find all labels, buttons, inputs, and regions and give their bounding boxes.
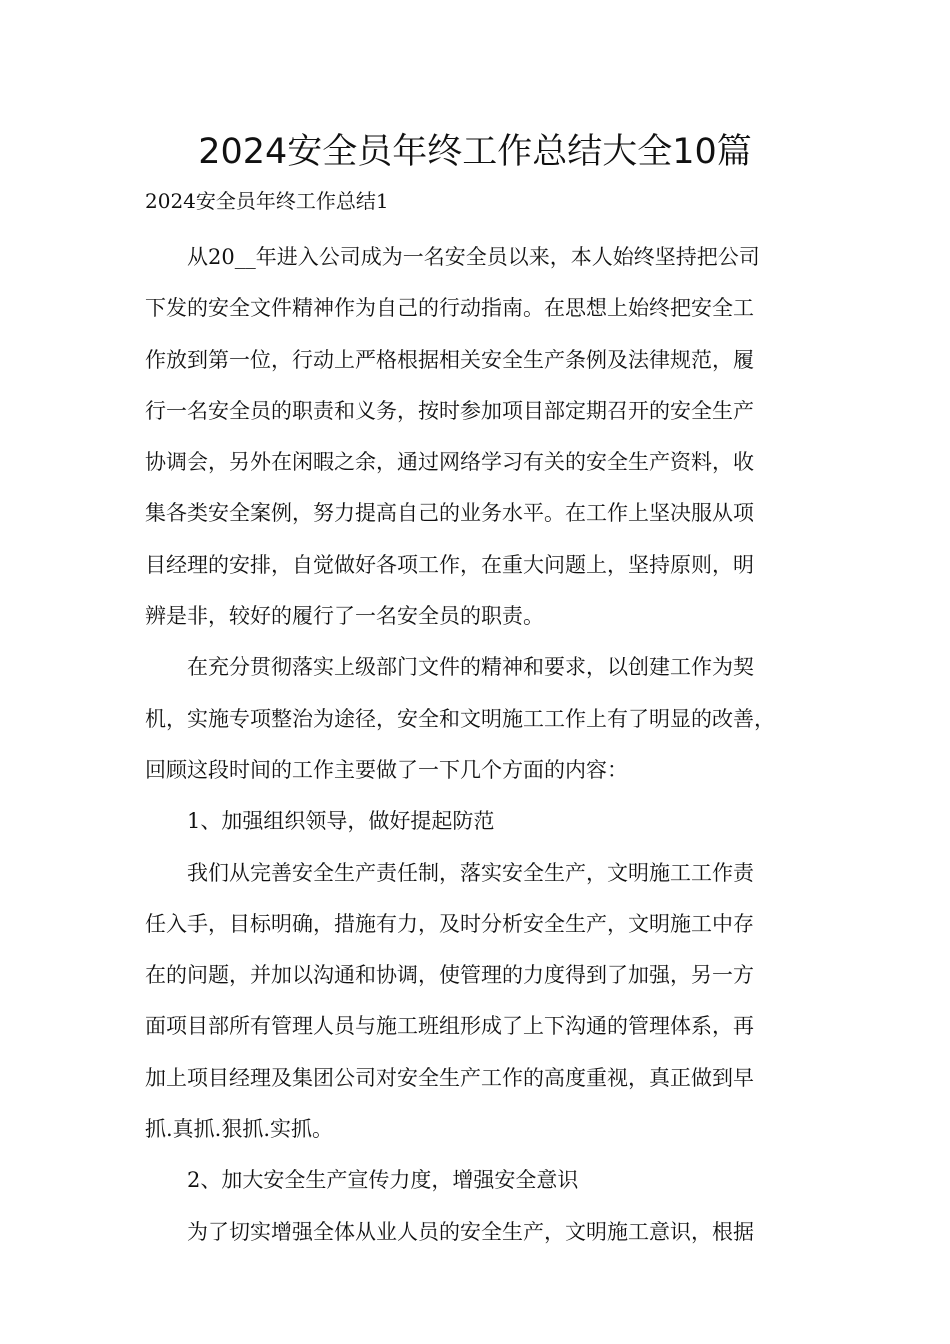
paragraph-line: 我们从完善安全生产责任制，落实安全生产，文明施工工作责 <box>187 860 754 885</box>
document-title: 2024安全员年终工作总结大全10篇 <box>198 132 752 172</box>
paragraph-line: 抓.真抓.狠抓.实抓。 <box>145 1117 334 1142</box>
body-paragraph <box>145 796 810 847</box>
paragraph-line: 在的问题，并加以沟通和协调，使管理的力度得到了加强，另一方 <box>145 963 754 988</box>
body-paragraph <box>145 1207 810 1258</box>
paragraph-line: 2、加大安全生产宣传力度，增强安全意识 <box>187 1168 579 1193</box>
paragraph-line: 面项目部所有管理人员与施工班组形成了上下沟通的管理体系，再 <box>145 1014 754 1039</box>
paragraph-line: 行一名安全员的职责和义务，按时参加项目部定期召开的安全生产 <box>145 398 754 423</box>
paragraph-line: 下发的安全文件精神作为自己的行动指南。在思想上始终把安全工 <box>145 296 754 321</box>
section-heading: 2024安全员年终工作总结1 <box>145 189 389 213</box>
body-paragraph <box>145 642 810 796</box>
body-paragraph <box>145 848 810 1156</box>
document-body <box>145 232 810 1258</box>
paragraph-line: 回顾这段时间的工作主要做了一下几个方面的内容： <box>145 757 628 782</box>
paragraph-line: 作放到第一位，行动上严格根据相关安全生产条例及法律规范，履 <box>145 347 754 372</box>
paragraph-line: 加上项目经理及集团公司对安全生产工作的高度重视，真正做到早 <box>145 1065 754 1090</box>
body-paragraph <box>145 232 810 642</box>
paragraph-line: 集各类安全案例，努力提高自己的业务水平。在工作上坚决服从项 <box>145 501 754 526</box>
paragraph-line: 协调会，另外在闲暇之余，通过网络学习有关的安全生产资料，收 <box>145 450 754 475</box>
paragraph-line: 在充分贯彻落实上级部门文件的精神和要求，以创建工作为契 <box>187 655 754 680</box>
paragraph-line: 机，实施专项整治为途径，安全和文明施工工作上有了明显的改善， <box>145 706 775 731</box>
paragraph-line: 目经理的安排，自觉做好各项工作，在重大问题上，坚持原则，明 <box>145 552 754 577</box>
paragraph-line: 1、加强组织领导，做好提起防范 <box>187 809 495 834</box>
paragraph-line: 为了切实增强全体从业人员的安全生产，文明施工意识，根据 <box>187 1219 754 1244</box>
paragraph-line: 辨是非，较好的履行了一名安全员的职责。 <box>145 604 544 629</box>
paragraph-line: 任入手，目标明确，措施有力，及时分析安全生产，文明施工中存 <box>145 911 754 936</box>
body-paragraph <box>145 1155 810 1206</box>
paragraph-line: 从20__年进入公司成为一名安全员以来，本人始终坚持把公司 <box>187 245 760 269</box>
